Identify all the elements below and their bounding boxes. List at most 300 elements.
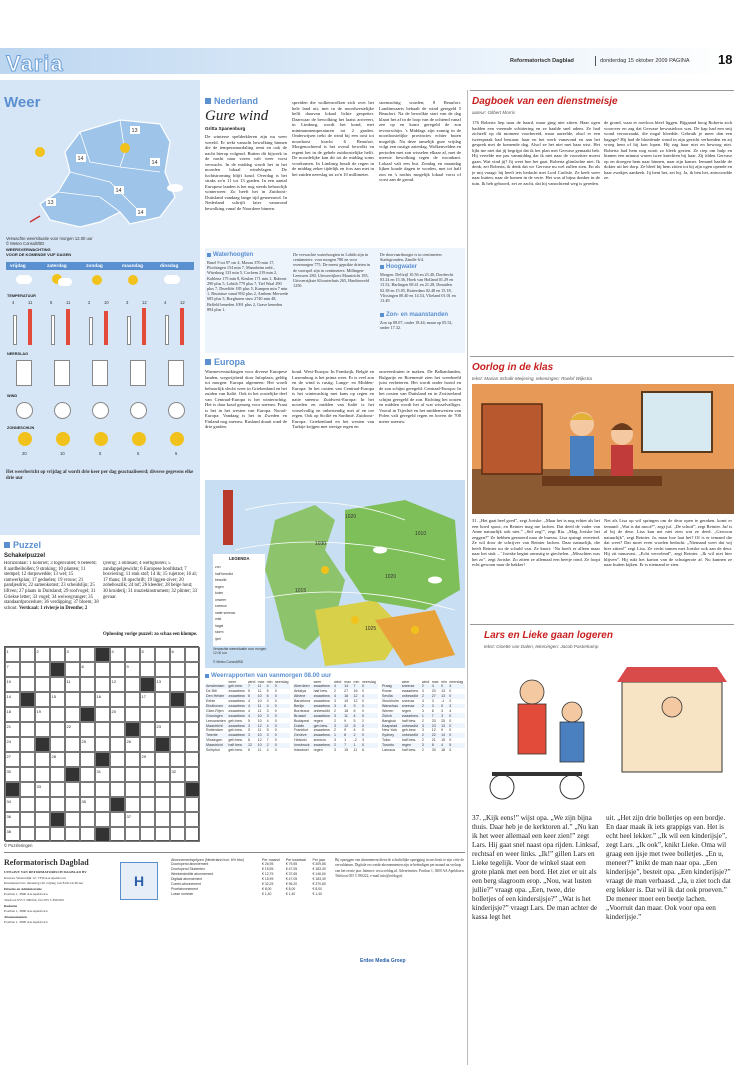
crossword-cell bbox=[125, 737, 140, 752]
crossword-cell bbox=[95, 767, 110, 782]
illustration-child-body bbox=[611, 445, 633, 481]
crossword-cell bbox=[110, 707, 125, 722]
table-cell: 14 bbox=[344, 684, 349, 689]
table-cell: 2 bbox=[421, 704, 424, 708]
table-cell: 9 bbox=[344, 728, 347, 733]
crossword-cell bbox=[5, 752, 20, 767]
crossword-cell bbox=[185, 707, 200, 722]
crossword-cell bbox=[50, 647, 65, 662]
crossword-cell bbox=[155, 782, 170, 797]
report-col-header: max bbox=[431, 680, 439, 684]
table-cell: Frankfurt bbox=[294, 728, 309, 733]
min-temp: 5 bbox=[50, 300, 53, 305]
crossword-cell bbox=[110, 752, 125, 767]
table-cell: Weekendeditie abonnement bbox=[171, 872, 214, 877]
weather-report-table bbox=[293, 680, 378, 752]
table-cell: 3 bbox=[431, 704, 434, 708]
table-cell: 12 bbox=[257, 738, 262, 743]
table-cell: 7 bbox=[247, 684, 250, 689]
icecream-illustration bbox=[472, 652, 734, 810]
sunshine-value: 5 bbox=[175, 451, 178, 456]
table-cell: Sevilla bbox=[382, 694, 393, 699]
crossword-cell bbox=[140, 722, 155, 737]
europa-col2: kond. West-Europa: In Frankrijk, België en Luxemburg is het prima weer. Er is veel zon en de wind is rustig. Lange- en Midden-Europa: In het oosten van Centraal-Europa is het winterachtig met kans op regen en natte sneeuw. Zuidwest-Europa: In het noorden en midden van Italië is het wisselvallig en onbestendig met af en toe regen. Ook op Sicilië en Sardinië. Zuidoost-Europa: Griekenland en het westen van Turkije krijgen met stevige regen en bbox=[292, 369, 374, 429]
crossword-cell bbox=[50, 797, 65, 812]
crossword-cell bbox=[95, 692, 110, 707]
table-cell: zwaarbew. bbox=[228, 723, 246, 728]
crossword-cell bbox=[5, 767, 20, 782]
weather-cloud-icon bbox=[428, 577, 442, 584]
crossword-cell bbox=[80, 752, 95, 767]
table-cell: zwaarbew. bbox=[313, 694, 331, 699]
table-cell: 8 bbox=[344, 733, 347, 738]
table-cell: 0 bbox=[274, 689, 277, 694]
table-cell: 6 bbox=[247, 694, 250, 699]
legend-item: natte sneeuw bbox=[215, 610, 236, 615]
crossword-black-cell bbox=[185, 782, 200, 797]
report-col-header: weer bbox=[313, 680, 322, 684]
report-col-header: neerslag bbox=[361, 680, 376, 684]
crossword-cell bbox=[50, 707, 65, 722]
zon-maan-text: Zon op 08.07, onder 18.44; maan op 05.52, onder 17.32. bbox=[380, 320, 453, 331]
crossword-cell bbox=[125, 827, 140, 842]
crossword-number: 6 bbox=[171, 648, 174, 654]
nederland-title: Gure wind bbox=[205, 108, 269, 124]
weather-sun-icon bbox=[411, 626, 419, 634]
table-cell: 27 bbox=[344, 689, 349, 694]
crossword-cell bbox=[140, 737, 155, 752]
table-cell: 1 bbox=[421, 713, 424, 718]
crossword-cell bbox=[155, 827, 170, 842]
oorlog-byline: tekst: Marian Schalk-Meijering, tekeningen: Roelof Wijkstra bbox=[472, 376, 592, 381]
forecast-minmax bbox=[6, 300, 194, 306]
crossword-cell bbox=[125, 812, 140, 827]
crossword-cell bbox=[155, 692, 170, 707]
table-cell: 5 bbox=[247, 728, 250, 733]
classroom-illustration bbox=[472, 384, 734, 514]
crossword-number: 35 bbox=[81, 798, 86, 804]
table-cell: 4 bbox=[449, 708, 452, 713]
weerrapporten-head-label: Weerrapporten van vanmorgen 08.00 uur bbox=[211, 672, 332, 679]
table-cell: 10 bbox=[257, 718, 262, 723]
table-cell: Barcelona bbox=[294, 699, 311, 704]
crossword-grid bbox=[4, 646, 199, 841]
dagboek-col1: 176 Roberta liep naar de haard, maar ging niet zitten. Haar ogen hadden een vreemde schittering en ze haalde snel adem. Ze had zichzelf op dit moment voorbereid, maar aarzelde, alsof er een tweespraak had bestaan: haar en het werk vanavond en aan het gesprek met de komende dag. Alsof ze het niet met haar wist. Het lijkt me niet dat jij begrijpt dat ik het plan met Gervase gemaakt heb. Hij vertelde me pas vanmiddag dat ik niet naar de voorzitter moest gaan. Wat vind jij? Jij weet hoe het gaat. Roberta glimlachte niet. Ik denk, zei Roberta, ik denk dat we Gervase nu wel zullen zien. En als je mij vraagt: hij heeft iets bedacht met Lord Carlisle. Ze keek weer naar buiten, naar de bomen in de verte. Het was al bijna donker in de tuin. Ik heb gehoord, zei ze zacht, dat hij vanochtend weg is gereden. bbox=[472, 120, 600, 186]
table-cell: 20 bbox=[431, 689, 436, 694]
temperature-gradient bbox=[223, 490, 233, 545]
crossword-cell bbox=[20, 797, 35, 812]
page-header bbox=[0, 48, 738, 76]
table-cell: Leeuwarden bbox=[206, 718, 226, 723]
sunshine-values bbox=[6, 451, 194, 457]
table-cell: € 8,00 bbox=[285, 886, 296, 891]
table-cell: Wenen bbox=[382, 708, 394, 713]
table-cell: 11 bbox=[257, 728, 262, 733]
crossword-cell bbox=[110, 812, 125, 827]
table-cell: 14 bbox=[441, 733, 446, 738]
crossword-cell bbox=[20, 767, 35, 782]
table-cell: 10 bbox=[257, 713, 262, 718]
map-temp: 14 bbox=[115, 188, 122, 194]
europa-head bbox=[205, 357, 245, 367]
table-cell: 2 bbox=[353, 733, 356, 738]
table-cell: zwaarbew. bbox=[313, 704, 331, 708]
table-cell: Bordeaux bbox=[294, 708, 310, 713]
crossword-cell bbox=[35, 722, 50, 737]
colofon-lines bbox=[4, 870, 114, 926]
crossword-cell bbox=[35, 827, 50, 842]
illustration-stall bbox=[622, 682, 722, 772]
table-cell: 4 bbox=[449, 684, 452, 689]
sunshine-value: 5 bbox=[99, 451, 102, 456]
crossword-number: 38 bbox=[6, 828, 11, 834]
crossword-black-cell bbox=[95, 752, 110, 767]
max-temp: 11 bbox=[66, 300, 71, 305]
table-row bbox=[170, 891, 330, 896]
crossword-cell bbox=[80, 767, 95, 782]
crossword-cell bbox=[140, 692, 155, 707]
section-square-icon bbox=[207, 253, 211, 257]
table-cell: € 309,85 bbox=[312, 862, 326, 867]
precip-label: NEERSLAG bbox=[7, 352, 29, 356]
pressure-label: 1010 bbox=[415, 531, 427, 537]
crossword-cell bbox=[140, 662, 155, 677]
table-cell: 8 bbox=[353, 723, 356, 728]
crossword-cell bbox=[20, 812, 35, 827]
table-cell: 2 bbox=[333, 718, 336, 723]
crossword-black-cell bbox=[50, 662, 65, 677]
table-cell: 7 bbox=[344, 743, 347, 748]
legend-item: storm bbox=[215, 630, 224, 634]
legend-caption: Verwachte weersituatie voor morgen 12.00 uur bbox=[213, 647, 267, 655]
legend-item: regen bbox=[215, 584, 224, 589]
table-cell: 0 bbox=[441, 704, 444, 708]
table-cell: 0 bbox=[361, 684, 364, 689]
table-cell: 2 bbox=[333, 708, 336, 713]
table-cell: 8 bbox=[344, 704, 347, 708]
table-cell: 0 bbox=[361, 699, 364, 704]
max-temp: 10 bbox=[104, 300, 109, 305]
table-cell: 0 bbox=[449, 723, 452, 728]
crossword-cell bbox=[185, 752, 200, 767]
table-cell: 5 bbox=[353, 718, 356, 723]
crossword-black-cell bbox=[170, 692, 185, 707]
table-cell: 12 bbox=[353, 699, 358, 704]
table-cell: € 1,40 bbox=[312, 891, 322, 896]
table-cell: € 370,80 bbox=[312, 882, 326, 886]
table-cell: Eelde bbox=[206, 699, 216, 704]
legend-item: sneeuw bbox=[215, 604, 227, 608]
weather-sun-icon bbox=[35, 147, 45, 157]
crossword-cell bbox=[95, 782, 110, 797]
crossword-cell bbox=[35, 692, 50, 707]
crossword-cell bbox=[170, 797, 185, 812]
crossword-number: 3 bbox=[66, 648, 69, 654]
table-cell: € 8,00 bbox=[312, 886, 322, 891]
zon-maan-head bbox=[380, 312, 448, 318]
crossword-cell bbox=[125, 752, 140, 767]
table-cell: 15 bbox=[344, 748, 349, 753]
table-cell: Tokio bbox=[382, 738, 391, 743]
table-cell: 0 bbox=[274, 748, 277, 753]
crossword-cell bbox=[140, 782, 155, 797]
table-cell: -1 bbox=[441, 699, 445, 704]
legend-item: hagel bbox=[215, 623, 224, 628]
crossword-black-cell bbox=[140, 677, 155, 692]
table-cell: Sydney bbox=[382, 733, 394, 738]
table-cell: sneeuw bbox=[401, 684, 415, 689]
table-cell: geh.bew. bbox=[401, 728, 417, 733]
thermometer-bar bbox=[127, 316, 131, 345]
crossword-cell bbox=[80, 782, 95, 797]
table-cell: Doorlopend Studenten bbox=[171, 867, 205, 872]
table-cell: zwaarbew. bbox=[228, 704, 246, 708]
crossword-black-cell bbox=[65, 767, 80, 782]
crossword-cell bbox=[65, 677, 80, 692]
crossword-black-cell bbox=[50, 812, 65, 827]
table-cell: 1 bbox=[333, 733, 336, 738]
table-cell: Aberdeen bbox=[294, 684, 310, 689]
crossword-cell bbox=[5, 827, 20, 842]
table-cell: 0 bbox=[361, 743, 364, 748]
table-cell: Groningen bbox=[206, 713, 223, 718]
crossword-number: 10 bbox=[6, 678, 11, 684]
crossword-cell bbox=[20, 662, 35, 677]
thermometer-bar bbox=[104, 311, 108, 345]
weather-title: Weer bbox=[4, 94, 41, 111]
report-col-header: wind bbox=[333, 680, 342, 684]
illustration-person-head bbox=[662, 697, 682, 717]
nederland-col2: spreiden die wolkenwolken zich over het hele land uit, met in de noordwestelijke helft daarvan lokaal lichte gespetter. Daarwaar de bewolking het laatst arriveert, in Limburg, wordt het kond, met minimumtemperaturen tot 2 graden. Onderwijsen trekt de wind bij een oost tot noordoost kracht 6 Beaufort. Morgenochtend is het overal bewolkt en regent het in de gehele zuidoostelijke helft. De noordelijke kan dit tot de middag soms voorkomen. In Limburg houdt de regen in de middag zeker tijdelijk en fors aan met in het zuiden neerslag tot zo'n 10 millimeter. bbox=[292, 100, 374, 177]
table-cell: 22 bbox=[431, 733, 436, 738]
table-cell: 8 bbox=[431, 743, 434, 748]
crossword-cell bbox=[170, 767, 185, 782]
table-cell: 4 bbox=[247, 699, 250, 704]
legend-items bbox=[215, 564, 265, 642]
table-cell: 3 bbox=[266, 733, 269, 738]
header-date: donderdag 15 oktober 2009 PAGINA bbox=[600, 58, 690, 64]
crossword-cell bbox=[95, 722, 110, 737]
precip-row bbox=[6, 358, 194, 388]
table-cell: 4 bbox=[247, 713, 250, 718]
table-cell: 12 bbox=[247, 743, 252, 748]
table-cell: 12 bbox=[431, 728, 436, 733]
sun-disk-icon bbox=[132, 432, 146, 446]
table-cell: 0 bbox=[361, 713, 364, 718]
table-cell: 19 bbox=[344, 699, 349, 704]
table-cell: 2 bbox=[449, 699, 452, 704]
table-cell: 5 bbox=[266, 689, 269, 694]
crossword-cell bbox=[170, 812, 185, 827]
crossword-cell bbox=[95, 737, 110, 752]
land-heat bbox=[375, 610, 455, 666]
map-temp: 13 bbox=[47, 200, 54, 206]
table-cell: 18 bbox=[344, 708, 349, 713]
sunshine-value: 5 bbox=[137, 451, 140, 456]
report-col-header: weer bbox=[401, 680, 410, 684]
crossword-number: 5 bbox=[141, 648, 144, 654]
crossword-cell bbox=[140, 707, 155, 722]
table-cell: € 183,30 bbox=[312, 867, 326, 872]
table-cell: 0 bbox=[274, 713, 277, 718]
table-cell: 0 bbox=[274, 743, 277, 748]
sunshine-value: 10 bbox=[60, 451, 65, 456]
table-cell: zwaarbew. bbox=[228, 708, 246, 713]
forecast-icon-row bbox=[6, 272, 194, 290]
crossword-cell bbox=[170, 662, 185, 677]
colofon-paper: Reformatorisch Dagblad bbox=[4, 858, 89, 867]
table-cell: 5 bbox=[247, 718, 250, 723]
crossword-number: 22 bbox=[66, 723, 71, 729]
crossword-number: 27 bbox=[6, 753, 11, 759]
colofon-divider bbox=[4, 852, 465, 853]
table-cell: Maastricht bbox=[206, 723, 223, 728]
crossword-cell bbox=[50, 677, 65, 692]
compass-icon bbox=[130, 402, 147, 419]
table-cell: 3 bbox=[247, 733, 250, 738]
table-cell: 2 bbox=[266, 743, 269, 748]
crossword-cell bbox=[80, 677, 95, 692]
sun-disk-icon bbox=[170, 432, 184, 446]
illustration-person-head bbox=[520, 680, 544, 704]
table-cell: 4 bbox=[266, 684, 269, 689]
crossword-cell bbox=[80, 662, 95, 677]
illustration-window bbox=[642, 392, 712, 452]
table-cell: 0 bbox=[274, 704, 277, 708]
crossword-cell bbox=[140, 752, 155, 767]
crossword-cell bbox=[65, 647, 80, 662]
table-cell: € 1,40 bbox=[262, 891, 272, 896]
crossword-number: 14 bbox=[6, 693, 11, 699]
thermometer-bar bbox=[66, 309, 70, 345]
column-divider bbox=[467, 90, 468, 1065]
crossword-cell bbox=[5, 692, 20, 707]
table-cell: 11 bbox=[257, 704, 262, 708]
table-cell: 15 bbox=[441, 738, 446, 743]
crossword-cell bbox=[35, 752, 50, 767]
hoogwater-head bbox=[380, 264, 417, 270]
pressure-label: 1020 bbox=[385, 574, 397, 580]
crossword-cell bbox=[110, 767, 125, 782]
illustration-floor bbox=[472, 469, 734, 514]
table-cell: 4 bbox=[333, 684, 336, 689]
crossword-cell bbox=[140, 647, 155, 662]
crossword-cell bbox=[5, 722, 20, 737]
crossword-number: 19 bbox=[36, 708, 41, 714]
table-cell: 12 bbox=[353, 694, 358, 699]
erdee-logo-mark: H bbox=[133, 873, 145, 889]
map-temp: 14 bbox=[151, 160, 158, 166]
legend-title: LEGENDA bbox=[229, 556, 250, 561]
table-cell: Vlissingen bbox=[206, 738, 223, 743]
table-cell: regen bbox=[313, 718, 323, 723]
dagboek-byline: auteur: Gilbert Morris bbox=[472, 110, 516, 115]
europe-map-frame bbox=[205, 480, 465, 668]
nederland-col1: De winterse spelderkleren zijn nu weer wereld. Er trekt vanacht bewolking binnen die de temperatuurdaling remt en ook de nacht hierop volgend. Buiten dit bijwerk in de nacht naar voren valt weer vorst verwacht. In de middag wordt het in het noorden lokaal windvlagen. De luchtstroming blijft koud. Overdag is het straks zo'n 11 tot 13 graden. In een aantal Europese landen is het nog steeds behoorlijk winterweer. Zo heeft het in Zuidoost-Duitsland vandaag lange tijd gesneeuwd. In Nederland schrijft later vanavond bewolking vanaf de Noordzee binnen. bbox=[205, 134, 287, 211]
table-cell: 0 bbox=[274, 684, 277, 689]
illustration-person-body bbox=[518, 704, 546, 754]
crossword-cell bbox=[20, 677, 35, 692]
table-cell: 3 bbox=[421, 743, 424, 748]
puzzel-title: Schakelpuzzel bbox=[4, 553, 46, 559]
sun-disk-icon bbox=[18, 432, 32, 446]
crossword-cell bbox=[170, 782, 185, 797]
table-cell: 4 bbox=[247, 708, 250, 713]
waterhoogten-head bbox=[207, 252, 253, 258]
crossword-cell bbox=[140, 812, 155, 827]
table-cell: Gilze-Rijen bbox=[206, 708, 224, 713]
crossword-number: 26 bbox=[126, 738, 131, 744]
crossword-cell bbox=[80, 812, 95, 827]
report-col-header: max bbox=[257, 680, 265, 684]
crossword-cell bbox=[125, 677, 140, 692]
table-cell: 2 bbox=[421, 684, 424, 689]
crossword-cell bbox=[155, 707, 170, 722]
crossword-cell bbox=[65, 812, 80, 827]
legend-item: bewolkt bbox=[215, 578, 227, 582]
table-cell: 2 bbox=[333, 743, 336, 748]
table-cell: 0 bbox=[274, 694, 277, 699]
table-cell: 3 bbox=[333, 748, 336, 753]
table-cell: 7 bbox=[266, 738, 269, 743]
sun-disk-icon bbox=[94, 432, 108, 446]
weather-cloud-icon bbox=[164, 275, 180, 284]
crossword-cell bbox=[80, 827, 95, 842]
weather-sun-icon bbox=[92, 275, 102, 285]
crossword-black-cell bbox=[5, 782, 20, 797]
nederland-head bbox=[205, 96, 258, 106]
table-cell: Amsterdam bbox=[206, 684, 225, 689]
table-cell: 4 bbox=[431, 684, 434, 689]
crossword-cell bbox=[125, 662, 140, 677]
table-cell: zwaarbew. bbox=[228, 699, 246, 704]
crossword-cell bbox=[80, 737, 95, 752]
table-cell: sneeuw bbox=[401, 699, 415, 704]
report-col-header: max bbox=[344, 680, 351, 684]
europa-head-label: Europa bbox=[214, 357, 246, 367]
table-cell: sneeuw bbox=[401, 704, 415, 708]
subscription-table bbox=[170, 858, 330, 896]
table-cell: onbewolkt bbox=[401, 723, 419, 728]
table-cell: 0 bbox=[274, 718, 277, 723]
crossword-cell bbox=[140, 797, 155, 812]
compass-icon bbox=[16, 402, 33, 419]
crossword-cell bbox=[5, 662, 20, 677]
table-cell: 3 bbox=[333, 699, 336, 704]
table-cell: 3 bbox=[353, 704, 356, 708]
max-temp: 11 bbox=[28, 300, 33, 305]
pressure-label: 1025 bbox=[365, 626, 377, 632]
forecast-day: maandag bbox=[122, 263, 144, 269]
crossword-cell bbox=[65, 737, 80, 752]
waterhoogten-head-label: Waterhoogten bbox=[213, 252, 254, 258]
table-cell: Innsbruck bbox=[294, 743, 310, 748]
crossword-cell bbox=[20, 737, 35, 752]
table-cell: Bangkok bbox=[382, 718, 396, 723]
table-cell: 10 bbox=[257, 743, 262, 748]
abo-col-header: Per maand bbox=[262, 858, 280, 862]
crossword-cell bbox=[185, 767, 200, 782]
crossword-cell bbox=[170, 752, 185, 767]
min-temp: 2 bbox=[88, 300, 91, 305]
section-square-icon bbox=[380, 265, 384, 269]
table-cell: 18 bbox=[344, 694, 349, 699]
crossword-cell bbox=[35, 662, 50, 677]
table-cell: € 26,95 bbox=[262, 862, 274, 867]
crossword-cell bbox=[140, 827, 155, 842]
crossword-number: 36 bbox=[6, 813, 11, 819]
table-cell: 3 bbox=[441, 708, 444, 713]
